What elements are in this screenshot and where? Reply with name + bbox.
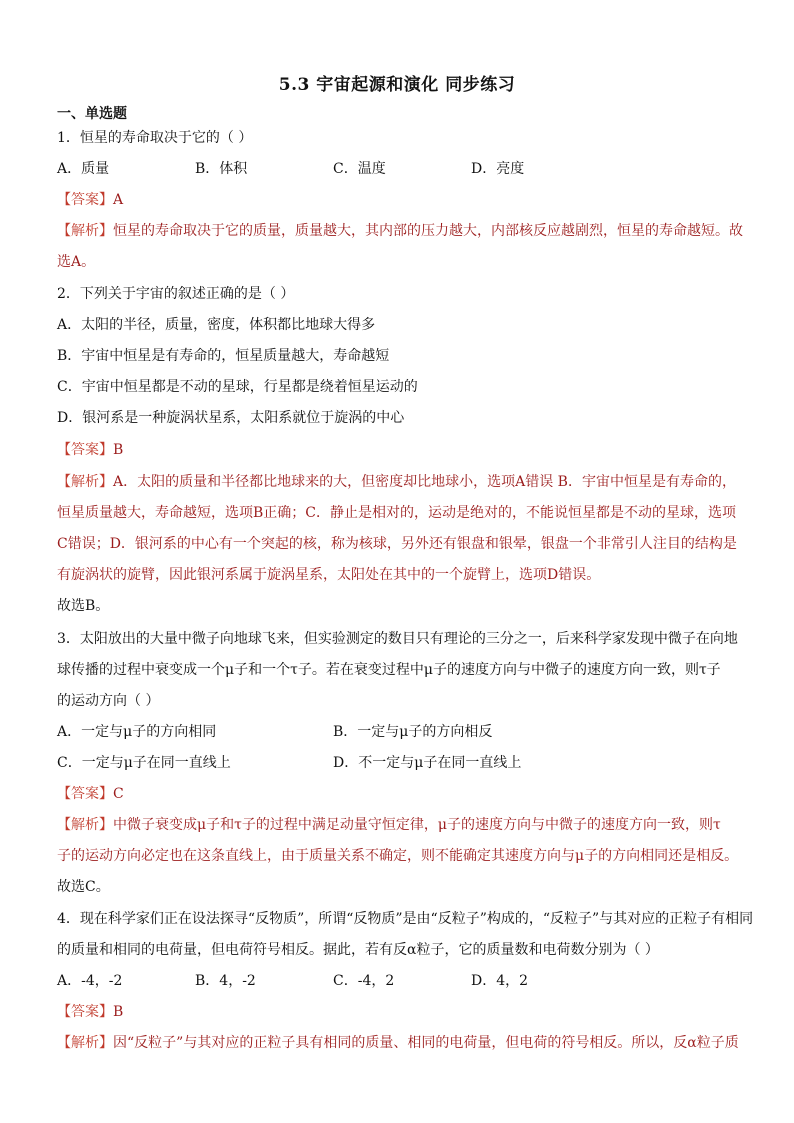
question-3-stem-line-1: 3．太阳放出的大量中微子向地球飞来，但实验测定的数目只有理论的三分之一，后来科学家发现中微子在向地 [57,631,738,647]
q1-option-c: C．温度 [333,161,386,177]
question-3-stem-line-3: 的运动方向（ ） [57,693,160,709]
q3-answer [57,784,747,804]
analysis-tag: 【解析】 [57,474,113,490]
analysis-tag: 【解析】 [57,817,113,833]
analysis-text: 中微子衰变成μ子和τ子的过程中满足动量守恒定律，μ子的速度方向与中微子的速度方向一致，则τ [113,817,721,833]
q2-option-c: C．宇宙中恒星都是不动的星球，行星都是绕着恒星运动的 [57,379,418,395]
analysis-text: 因“反粒子”与其对应的正粒子具有相同的质量、相同的电荷量，但电荷的符号相反。所以，反α粒子质 [113,1035,739,1051]
answer-value: B [113,1004,124,1020]
question-1-stem: 1．恒星的寿命取决于它的（ ） [57,130,253,146]
answer-tag: 【答案】 [57,192,113,208]
q2-option-a: A．太阳的半径，质量，密度，体积都比地球大得多 [57,317,376,333]
q4-option-d: D．4，2 [471,973,529,989]
question-4-stem-line-1: 4．现在科学家们正在设法探寻“反物质”，所谓“反物质”是由“反粒子”构成的，“反粒子”与其对应的正粒子有相同 [57,911,754,927]
q3-option-d: D．不一定与μ子在同一直线上 [333,755,522,771]
page-title: 5.3 宇宙起源和演化 同步练习 [278,75,516,95]
q3-analysis-line-1 [57,815,747,835]
q3-option-b: B．一定与μ子的方向相反 [333,724,493,740]
q3-option-c: C．一定与μ子在同一直线上 [57,755,231,771]
answer-tag: 【答案】 [57,442,113,458]
q3-analysis-line-2: 子的运动方向必定也在这条直线上，由于质量关系不确定，则不能确定其速度方向与μ子的方向相同还是相反。 [57,848,739,864]
q2-option-b: B．宇宙中恒星是有寿命的，恒星质量越大，寿命越短 [57,348,390,364]
answer-value: B [113,442,124,458]
analysis-text: A．太阳的质量和半径都比地球来的大，但密度却比地球小，选项A错误 B．宇宙中恒星是有寿命的， [113,474,736,490]
analysis-text: 恒星的寿命取决于它的质量，质量越大，其内部的压力越大，内部核反应越剧烈，恒星的寿命越短。故 [113,223,743,239]
section-heading: 一、单选题 [57,106,127,122]
answer-value: C [113,786,124,802]
q4-analysis-line-1 [57,1033,747,1053]
q1-option-a: A．质量 [57,161,110,177]
answer-tag: 【答案】 [57,786,113,802]
q4-answer [57,1002,747,1022]
question-4-stem-line-2: 的质量和相同的电荷量，但电荷符号相反。据此，若有反α粒子，它的质量数和电荷数分别为（ ） [57,942,659,958]
q3-conclusion: 故选C。 [57,879,110,895]
q2-analysis-line-2: 恒星质量越大，寿命越短，选项B正确；C．静止是相对的，运动是绝对的，不能说恒星都是不动的星球，选项 [57,505,736,521]
q2-analysis-line-4: 有旋涡状的旋臂，因此银河系属于旋涡星系，太阳处在其中的一个旋臂上，选项D错误。 [57,567,601,583]
q1-answer [57,190,747,210]
analysis-tag: 【解析】 [57,1035,113,1051]
q4-option-c: C．-4，2 [333,973,395,989]
question-3-stem-line-2: 球传播的过程中衰变成一个μ子和一个τ子。若在衰变过程中μ子的速度方向与中微子的速度方向一致，则τ子 [57,662,721,678]
q3-option-a: A．一定与μ子的方向相同 [57,724,217,740]
q1-option-d: D．亮度 [471,161,525,177]
q2-conclusion: 故选B。 [57,598,110,614]
answer-tag: 【答案】 [57,1004,113,1020]
answer-value: A [113,192,124,208]
q4-option-a: A．-4，-2 [57,973,123,989]
q2-analysis-line-3: C错误；D．银河系的中心有一个突起的核，称为核球，另外还有银盘和银晕，银盘一个非常引人注目的结构是 [57,536,737,552]
q1-analysis-line-1 [57,221,747,241]
q1-option-b: B．体积 [195,161,248,177]
q4-option-b: B．4，-2 [195,973,256,989]
q2-option-d: D．银河系是一种旋涡状星系，太阳系就位于旋涡的中心 [57,410,405,426]
analysis-tag: 【解析】 [57,223,113,239]
q2-analysis-line-1 [57,472,747,492]
q1-analysis-line-2: 选A。 [57,254,96,270]
question-2-stem: 2．下列关于宇宙的叙述正确的是（ ） [57,286,295,302]
q2-answer [57,440,747,460]
